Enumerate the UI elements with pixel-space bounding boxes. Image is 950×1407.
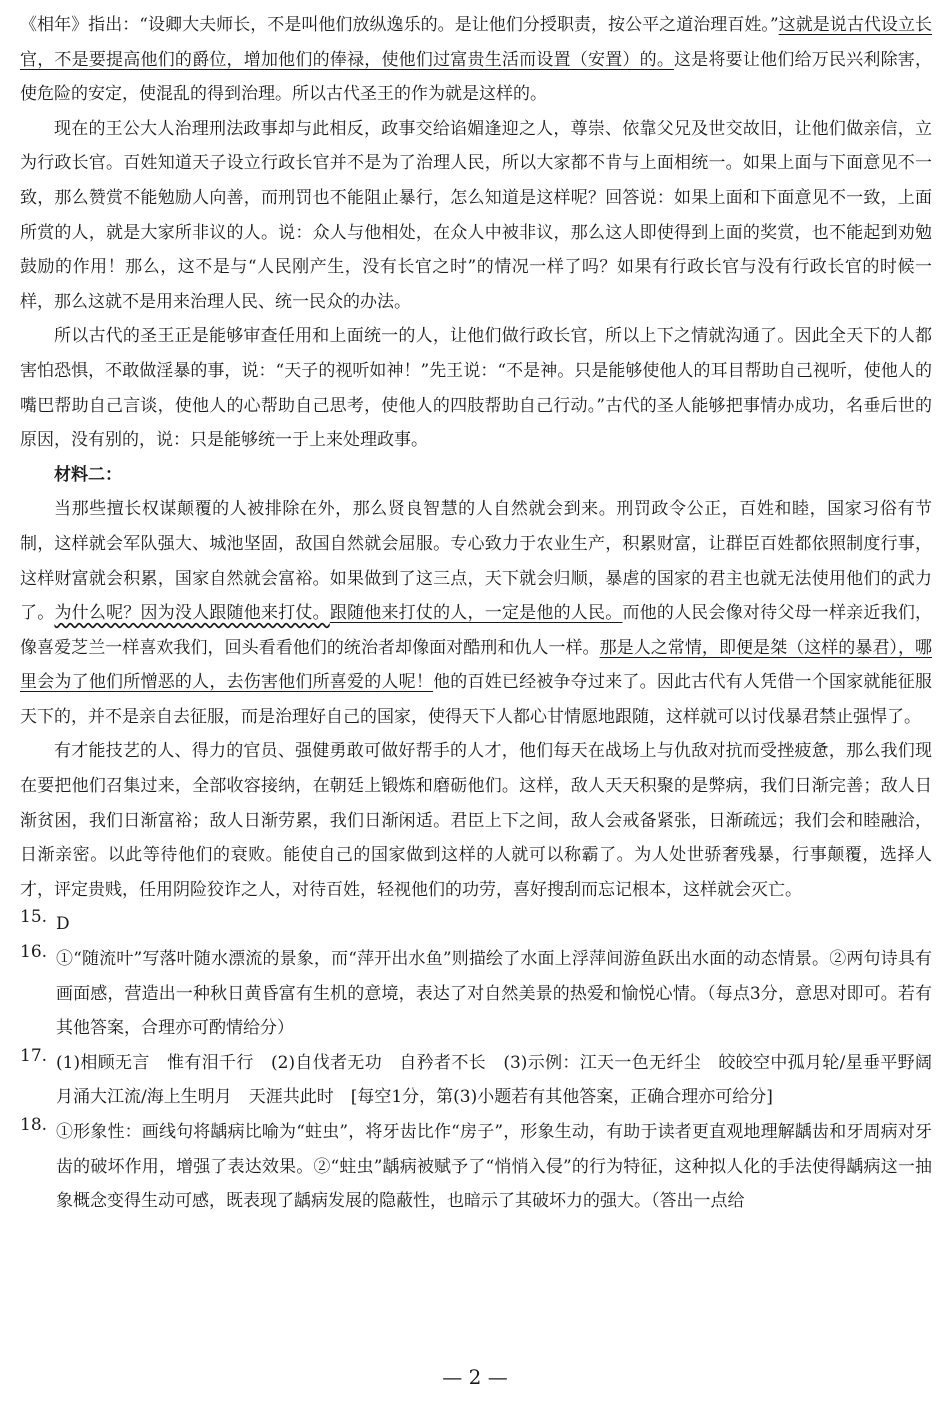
answer-18	[20, 1115, 932, 1219]
answer-text: D	[56, 914, 70, 935]
document-body	[20, 8, 949, 1219]
paragraph-text: 当那些擅长权谋颠覆的人被排除在外，那么贤良智慧的人自然就会到来。刑罚政令公正，百姓和睦，国家习俗有节制，这样就会军队强大、城池坚固，敌国自然就会屈服。专心致力于农业生产，积累财富，让群臣百姓都依照制度行事，这样财富就会积累，国家自然就会富裕。如果做到了这三点，天下就会归顺，暴虐的国家的君主也就无法使用他们的武力了。	[20, 499, 932, 624]
answer-number: 18.	[20, 1115, 48, 1135]
answer-text: (1)相顾无言 惟有泪千行 (2)自伐者无功 自矜者不长 (3)示例：江天一色无纤尘 皎皎空中孤月轮/星垂平野阔 月涌大江流/海上生明月 天涯共此时 [每空1分，第(3)小题若有其他答案，正确合理亦可给分]	[56, 1052, 949, 1108]
answer-17	[20, 1045, 949, 1115]
answer-text: ①“随流叶”写落叶随水漂流的景象，而“萍开出水鱼”则描绘了水面上浮萍间游鱼跃出水面的动态情景。②两句诗具有画面感，营造出一种秋日黄昏富有生机的意境，表达了对自然美景的热爱和愉悦心情。（每点3分，意思对即可。若有其他答案，合理亦可酌情给分）	[56, 949, 932, 1039]
paragraph-1	[20, 8, 932, 112]
answer-15	[20, 907, 932, 942]
answer-number: 16.	[20, 942, 48, 963]
section-heading-material-2: 材料二：	[54, 464, 122, 485]
underlined-sentence: 这就是说古代设立长官，不是要提高他们的爵位，增加他们的俸禄，使他们过富贵生活而设置（安置）的。	[20, 15, 932, 70]
answer-text: ①形象性：画线句将龋病比喻为“蛀虫”，将牙齿比作“房子”，形象生动，有助于读者更直观地理解龋齿和牙周病对牙齿的破坏作用，增强了表达效果。②“蛀虫”龋病被赋予了“悄悄入侵”的行为特征，这种拟人化的手法使得龋病这一抽象概念变得生动可感，既表现了龋病发展的隐蔽性，也暗示了其破坏力的强大。（答出一点给	[56, 1122, 932, 1212]
answer-number: 17.	[20, 1045, 48, 1066]
answer-number: 15.	[20, 907, 48, 928]
paragraph-text: 而他的人民会像对待父母一样亲近我们，像喜爱芝兰一样喜欢我们，回头看看他们的统治者却像面对酷刑和仇人一样。	[20, 603, 933, 658]
paragraph-5: 有才能技艺的人、得力的官员、强健勇敢可做好帮手的人才，他们每天在战场上与仇敌对抗而受挫疲惫，那么我们现在要把他们召集过来，全部收容接纳，在朝廷上锻炼和磨砺他们。这样，敌人天天积聚的是弊病，我们日渐完善；敌人日渐贫困，我们日渐富裕；敌人日渐劳累，我们日渐闲适。君臣上下之间，敌人会戒备紧张，日渐疏远；我们会和睦融洽，日渐亲密。以此等待他们的衰败。能使自己的国家做到这样的人就可以称霸了。为人处世骄奢残暴，行事颠覆，选择人才，评定贵贱，任用阴险狡诈之人，对待百姓，轻视他们的功劳，喜好搜刮而忘记根本，这样就会灭亡。	[20, 741, 932, 900]
paragraph-text: 他的百姓已经被争夺过来了。因此古代有人凭借一个国家就能征服天下的，并不是亲自去征服，而是治理好自己的国家，使得天下人都心甘情愿地跟随，这样就可以讨伐暴君禁止强悍了。	[20, 672, 932, 727]
answer-16	[20, 942, 932, 1046]
paragraph-3: 所以古代的圣王正是能够审查任用和上面统一的人，让他们做行政长官，所以上下之情就沟通了。因此全天下的人都害怕恐惧，不敢做淫暴的事，说：“天子的视听如神！”先王说：“不是神。只是能够使他人的耳目帮助自己视听，使他人的嘴巴帮助自己言谈，使他人的心帮助自己思考，使他人的四肢帮助自己行动。”古代的圣人能够把事情办成功，名垂后世的原因，没有别的，说：只是能够统一于上来处理政事。	[20, 326, 932, 451]
page-number: — 2 —	[442, 1365, 508, 1389]
paragraph-text: 《相年》指出：“设卿大夫师长，不是叫他们放纵逸乐的。是让他们分授职责，按公平之道治理百姓。”	[20, 15, 779, 35]
paragraph-4	[20, 492, 932, 734]
underlined-sentence: 那是人之常情，即便是桀（这样的暴君），哪里会为了他们所憎恶的人，去伤害他们所喜爱的人呢！	[20, 637, 933, 693]
underlined-sentence: 跟随他来打仗的人，一定是他的人民。	[329, 603, 623, 624]
paragraph-2: 现在的王公大人治理刑法政事却与此相反，政事交给谄媚逢迎之人，尊崇、依靠父兄及世交故旧，让他们做亲信，立为行政长官。百姓知道天子设立行政长官并不是为了治理人民，所以大家都不肯与上面相统一。如果上面与下面意见不一致，那么赞赏不能勉励人向善，而刑罚也不能阻止暴行，怎么知道是这样呢？回答说：如果上面和下面意见不一致，上面所赏的人，就是大家所非议的人。说：众人与他相处，在众人中被非议，那么这人即使得到上面的奖赏，也不能起到劝勉鼓励的作用！那么，这不是与“人民刚产生，没有长官之时”的情况一样了吗？如果有行政长官与没有行政长官的时候一样，那么这就不是用来治理人民、统一民众的办法。	[20, 118, 932, 312]
paragraph-text: 这是将要让他们给万民兴利除害，使危险的安定，使混乱的得到治理。所以古代圣王的作为就是这样的。	[20, 49, 933, 105]
wavy-underlined-sentence: 为什么呢？因为没人跟随他来打仗。	[54, 603, 330, 624]
